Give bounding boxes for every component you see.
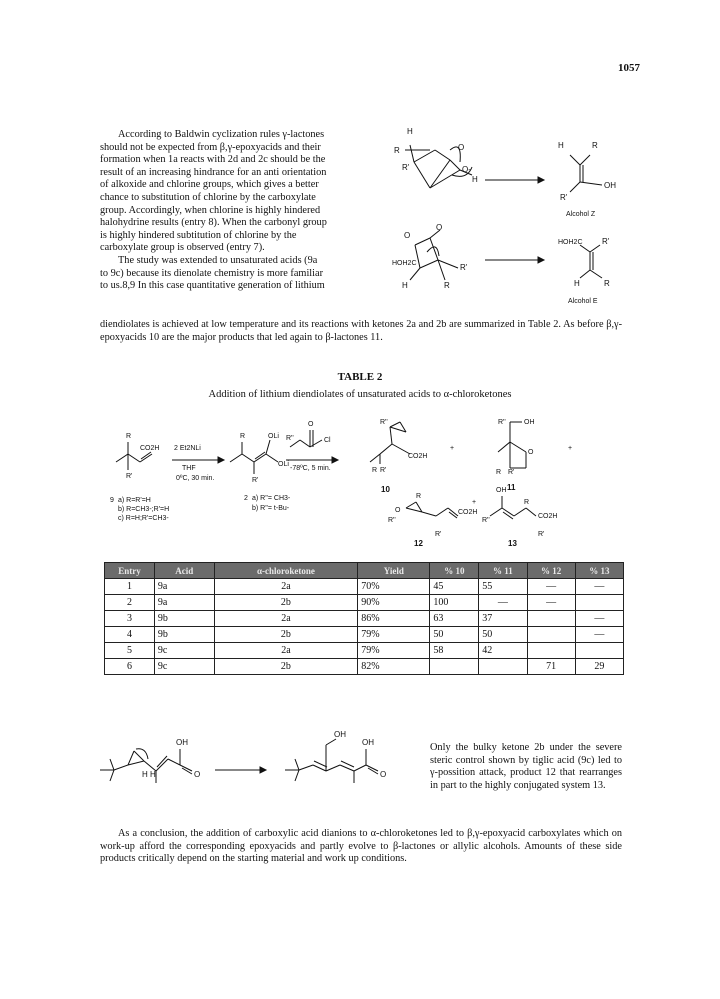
label-r-double-prime: R'' [286,435,294,442]
reagent-solvent: THF [182,465,196,472]
intro-line: group. Accordingly, when chlorine is highly hindered [100,204,321,216]
table-title: TABLE 2 [337,371,383,383]
label-r-prime: R' [602,237,610,246]
label-co2h: CO2H [458,509,478,516]
cell-pct-10: 45 [430,579,479,595]
reagent-conditions: 0ºC, 30 min. [176,475,215,482]
col-header: % 12 [527,563,575,579]
results-table [104,562,624,675]
cell-yield: 90% [358,595,430,611]
label-h: H [402,281,408,290]
label-r-double-prime: R'' [482,517,490,524]
cell-pct-12: — [527,579,575,595]
label-oli: OLi [268,433,279,440]
conclusion-text: As a conclusion, the addition of carboxylic acid dianions to α-chloroketones led to β,γ-epoxyacid carboxylates which on work-up afford the corresponding epoxyacids and partly evolve to β-lactones or allylic alcohols. Amounts of these side products critically depend on the starting material and work up conditions. [100,828,622,865]
cell-acid: 9a [154,579,214,595]
product-10-label: 10 [381,485,390,494]
intro-line: result of an increasing hindrance for an anti orientation [100,166,327,178]
label-co2h: CO2H [538,513,558,520]
label-oh: OH [524,419,535,426]
intro-line: chance to substitution of chlorine by the carboxylate [100,191,316,203]
label-r-prime: R' [126,473,133,480]
product-11-label: 11 [507,483,516,492]
conclusion-paragraph [100,828,622,866]
cell-yield: 70% [358,579,430,595]
label-r-prime: R' [508,469,515,476]
label-oli: OLi [278,461,289,468]
product-12-label: 12 [414,539,423,548]
cell-entry: 1 [105,579,155,595]
label-o: O [404,231,411,240]
label-r: R [444,281,450,290]
ketone-label: 2 [244,495,248,502]
acid-a: a) R=R'=H [118,497,151,504]
cell-pct-13 [575,595,623,611]
cell-ketone: 2b [214,627,358,643]
intro-line: According to Baldwin cyclization rules γ-lactones [118,129,325,140]
col-header: % 13 [575,563,623,579]
intro-line: formation when 1a reacts with 2d and 2c should be the [100,154,326,166]
label-o: O [458,143,465,152]
label-h: H [142,770,148,779]
label-r: R [372,467,378,474]
cell-pct-10: 58 [430,643,479,659]
ketone-b: b) R''= t-Bu- [252,505,290,512]
label-co2h: CO2H [408,453,428,460]
cell-pct-13: — [575,611,623,627]
cell-pct-10: 63 [430,611,479,627]
intro-full-width: diendiolates is achieved at low temperature and its reactions with ketones 2a and 2b are summarized in Table 2. As before β,γ-epoxyacids 10 are the major products that led again to β-lactones 11. [100,319,622,343]
label-h: H [472,175,478,184]
cell-pct-12 [527,611,575,627]
label-r: R [240,433,246,440]
label-r-prime: R' [560,193,568,202]
cell-pct-13 [575,643,623,659]
cell-pct-10: 100 [430,595,479,611]
cell-pct-11: 55 [479,579,527,595]
cell-pct-11: 50 [479,627,527,643]
label-r: R [394,146,400,155]
label-h: H [558,141,564,150]
cell-pct-12 [527,627,575,643]
intro-line: should not be expected from β,γ-epoxyacids and their [100,141,321,153]
label-oh: OH [496,487,507,494]
alcohol-z-label: Alcohol Z [566,211,596,218]
intro-line: of alkoxide and chlorine groups, which gives a better [100,179,319,191]
cell-pct-13: — [575,579,623,595]
cell-ketone: 2b [214,595,358,611]
cell-pct-11: 42 [479,643,527,659]
label-o: O [380,770,387,779]
ketone-a: a) R''= CH3- [252,495,291,502]
label-o: O [308,421,314,428]
rearrangement-scheme [100,725,430,810]
acid-c: c) R=H;R'=CH3- [118,515,169,522]
label-oh: OH [176,738,188,747]
label-o: O [436,223,443,232]
intro-line: halohydrine results (entry 8). When the carbonyl group [100,217,327,229]
cell-ketone: 2a [214,643,358,659]
table-row [105,643,624,659]
intro-line: The study was extended to unsaturated acids (9a [118,254,318,266]
intro-paragraph [100,129,370,293]
intro-line: to 9c) because its dienolate chemistry is more familiar [100,267,324,279]
label-o: O [395,507,401,514]
label-r: R [524,499,530,506]
cell-pct-12 [527,643,575,659]
label-r-double-prime: R'' [388,517,396,524]
cell-pct-12: — [527,595,575,611]
cell-pct-10: 50 [430,627,479,643]
conditions-2: -78ºC, 5 min. [290,465,331,472]
label-cl: Cl [324,437,331,444]
label-r-prime: R' [402,163,410,172]
cell-acid: 9c [154,659,214,675]
label-r-prime: R' [538,531,545,538]
col-header: % 10 [430,563,479,579]
acid-label: 9 [110,497,114,504]
label-r-prime: R' [252,477,259,484]
table-row [105,627,624,643]
cell-entry: 3 [105,611,155,627]
label-h: H [574,279,580,288]
cell-pct-10 [430,659,479,675]
cell-pct-13: — [575,627,623,643]
cell-acid: 9c [154,643,214,659]
discussion-paragraph: Only the bulky ketone 2b under the severe steric control shown by tiglic acid (9c) led to γ-possition attack, product 12 that rearranges in part to the highly conjugated system 13. [430,742,622,791]
label-hoh2c: HOH2C [392,260,417,267]
cell-pct-11 [479,659,527,675]
cell-entry: 6 [105,659,155,675]
label-h: H [407,127,413,136]
cell-pct-12: 71 [527,659,575,675]
cell-yield: 86% [358,611,430,627]
label-r-prime: R' [380,467,387,474]
label-r-double-prime: R'' [498,419,506,426]
label-h: H [150,770,156,779]
label-hoh2c: HOH2C [558,239,583,246]
label-r: R [604,279,610,288]
label-r-prime: R' [435,531,442,538]
cell-acid: 9b [154,627,214,643]
cell-ketone: 2a [214,579,358,595]
plus-sign: + [450,445,455,452]
reagent-base: 2 Et2NLi [174,445,201,452]
col-header: Acid [154,563,214,579]
cell-yield: 79% [358,643,430,659]
acid-b: b) R=CH3-;R'=H [118,506,170,513]
reaction-scheme [110,412,620,557]
table-row [105,611,624,627]
col-header: α-chloroketone [214,563,358,579]
alcohol-e-label: Alcohol E [568,298,598,305]
plus-sign: + [568,445,573,452]
cell-pct-11: — [479,595,527,611]
intro-line: carboxylate group is observed (entry 7). [100,242,265,254]
product-13-label: 13 [508,539,517,548]
label-r: R [416,493,422,500]
table-header-row [105,563,624,579]
label-oh: OH [362,738,374,747]
page-number: 1057 [618,62,640,74]
cell-entry: 2 [105,595,155,611]
label-oh: OH [604,181,616,190]
table-row [105,595,624,611]
cell-yield: 82% [358,659,430,675]
cell-pct-11: 37 [479,611,527,627]
label-r: R [126,433,132,440]
col-header: Yield [358,563,430,579]
cell-entry: 5 [105,643,155,659]
label-r-prime: R' [460,263,468,272]
label-oh: OH [334,730,346,739]
table-row [105,579,624,595]
cell-acid: 9a [154,595,214,611]
label-o-minus: O- [462,165,471,174]
cell-yield: 79% [358,627,430,643]
table-caption: Addition of lithium diendiolates of unsaturated acids to α-chloroketones [208,389,512,400]
cyclization-scheme [380,120,630,320]
intro-line: to us.8,9 In this case quantitative generation of lithium [100,280,325,292]
cell-ketone: 2b [214,659,358,675]
label-r-double-prime: R'' [380,419,388,426]
intro-line: is highly hindered subtitution of chlorine by the [100,229,297,241]
cell-ketone: 2a [214,611,358,627]
col-header: Entry [105,563,155,579]
label-o: O [528,449,534,456]
label-co2h: CO2H [140,445,160,452]
plus-sign: + [472,499,477,506]
table-row [105,659,624,675]
col-header: % 11 [479,563,527,579]
cell-pct-13: 29 [575,659,623,675]
label-r: R [592,141,598,150]
label-o: O [194,770,201,779]
label-r: R [496,469,502,476]
cell-acid: 9b [154,611,214,627]
cell-entry: 4 [105,627,155,643]
